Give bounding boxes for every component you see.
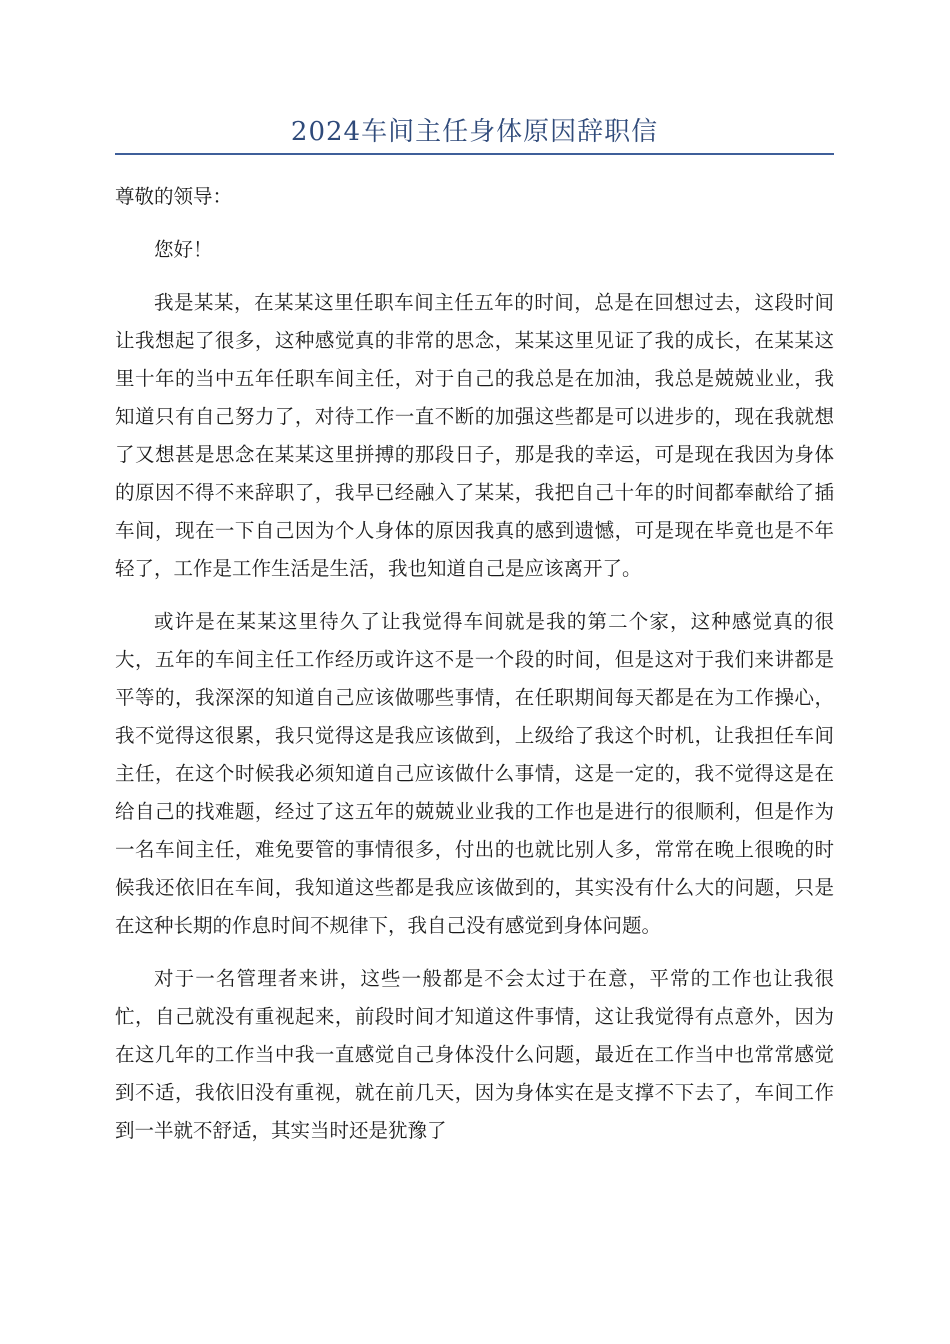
- greeting: 您好！: [154, 238, 213, 261]
- paragraph: 对于一名管理者来讲，这些一般都是不会太过于在意，平常的工作也让我很忙，自己就没有重视起来，前段时间才知道这件事情，这让我觉得有点意外，因为在这几年的工作当中我一直感觉自己身体没什么问题，最近在工作当中也常常感觉到不适，我依旧没有重视，就在前几天，因为身体实在是支撑不下去了，车间工作到一半就不舒适，其实当时还是犹豫了: [115, 967, 834, 1142]
- paragraph: 或许是在某某这里待久了让我觉得车间就是我的第二个家，这种感觉真的很大，五年的车间主任工作经历或许这不是一个段的时间，但是这对于我们来讲都是平等的，我深深的知道自己应该做哪些事情，在任职期间每天都是在为工作操心，我不觉得这很累，我只觉得这是我应该做到，上级给了我这个时机，让我担任车间主任，在这个时候我必须知道自己应该做什么事情，这是一定的，我不觉得这是在给自己的找难题，经过了这五年的兢兢业业我的工作也是进行的很顺利，但是作为一名车间主任，难免要管的事情很多，付出的也就比别人多，常常在晚上很晚的时候我还依旧在车间，我知道这些都是我应该做到的，其实没有什么大的问题，只是在这种长期的作息时间不规律下，我自己没有感觉到身体问题。: [115, 610, 834, 937]
- paragraph: 我是某某，在某某这里任职车间主任五年的时间，总是在回想过去，这段时间让我想起了很多，这种感觉真的非常的思念，某某这里见证了我的成长，在某某这里十年的当中五年任职车间主任，对于自己的我总是在加油，我总是兢兢业业，我知道只有自己努力了，对待工作一直不断的加强这些都是可以进步的，现在我就想了又想甚是思念在某某这里拼搏的那段日子，那是我的幸运，可是现在我因为身体的原因不得不来辞职了，我早已经融入了某某，我把自己十年的时间都奉献给了插车间，现在一下自己因为个人身体的原因我真的感到遗憾，可是现在毕竟也是不年轻了，工作是工作生活是生活，我也知道自己是应该离开了。: [115, 291, 834, 580]
- document-title: 2024车间主任身体原因辞职信: [290, 117, 659, 147]
- salutation: 尊敬的领导：: [115, 185, 233, 208]
- title-underline: [115, 153, 834, 155]
- letter-body: [115, 178, 834, 1165]
